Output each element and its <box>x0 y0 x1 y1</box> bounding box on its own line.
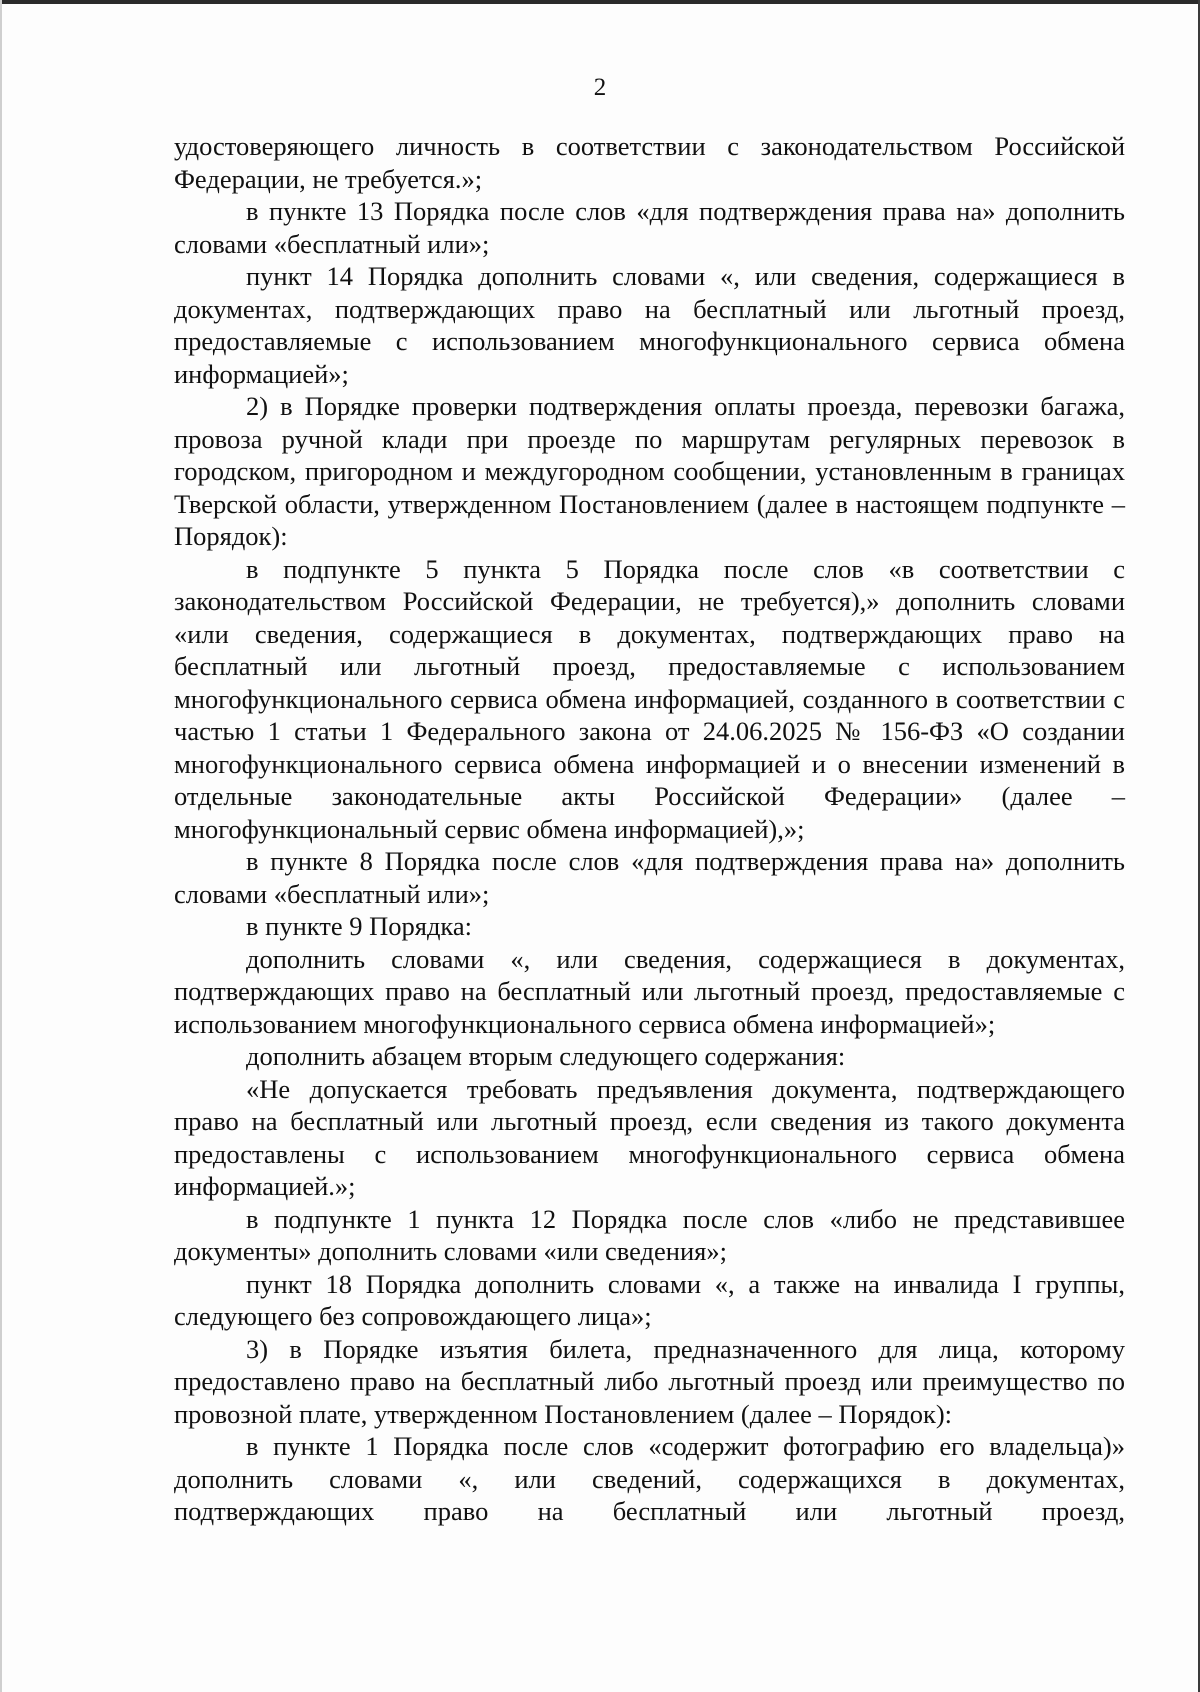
scan-edge-top <box>0 0 1200 4</box>
paragraph: пункт 14 Порядка дополнить словами «, или сведения, содержащиеся в документах, подтверждающих право на бесплатный или льготный проезд, предоставляемые с использованием многофункционального сервиса обмена информацией»; <box>174 261 1125 389</box>
paragraph: 3) в Порядке изъятия билета, предназначенного для лица, которому предоставлено право на бесплатный либо льготный проезд или преимущество по провозной плате, утвержденном Постановлением (далее – Порядок): <box>174 1333 1125 1429</box>
paragraph: дополнить абзацем вторым следующего содержания: <box>246 1041 846 1071</box>
paragraph: в подпункте 5 пункта 5 Порядка после слов «в соответствии с законодательством Российской Федерации, не требуется),» дополнить словами «или сведения, содержащиеся в документах, подтверждающих право на бесплатный или льготный проезд, предоставляемые с использованием многофункционального сервиса обмена информацией, созданного в соответствии с частью 1 статьи 1 Федерального закона от 24.06.2025 № 156-ФЗ «О создании многофункционального сервиса обмена информацией и о внесении изменений в отдельные законодательные акты Российской Федерации» (далее – многофункциональный сервис обмена информацией),»; <box>174 553 1125 844</box>
paragraph: 2) в Порядке проверки подтверждения оплаты проезда, перевозки багажа, провоза ручной клади при проезде по маршрутам регулярных перевозок в городском, пригородном и междугородном сообщении, установленным в границах Тверской области, утвержденном Постановлением (далее в настоящем подпункте – Порядок): <box>174 391 1125 551</box>
paragraph: «Не допускается требовать предъявления документа, подтверждающего право на бесплатный или льготный проезд, если сведения из такого документа предоставлены с использованием многофункционального сервиса обмена информацией.»; <box>174 1073 1125 1201</box>
paragraph: в пункте 1 Порядка после слов «содержит фотографию его владельца)» дополнить словами «, или сведений, содержащихся в документах, подтверждающих право на бесплатный или льготный проезд, <box>174 1431 1125 1526</box>
paragraph: в подпункте 1 пункта 12 Порядка после слов «либо не представившее документы» дополнить словами «или сведения»; <box>174 1203 1125 1266</box>
paragraph: в пункте 13 Порядка после слов «для подтверждения права на» дополнить словами «бесплатный или»; <box>174 196 1125 259</box>
document-body <box>174 130 1125 1528</box>
paragraph: в пункте 8 Порядка после слов «для подтверждения права на» дополнить словами «бесплатный или»; <box>174 846 1125 909</box>
paragraph: в пункте 9 Порядка: <box>246 911 473 941</box>
scan-edge-left <box>0 0 2 1692</box>
page-number: 2 <box>593 74 607 101</box>
paragraph-continuation: удостоверяющего личность в соответствии с законодательством Российской Федерации, не требуется.»; <box>174 131 1125 194</box>
paragraph: дополнить словами «, или сведения, содержащиеся в документах, подтверждающих право на бесплатный или льготный проезд, предоставляемые с использованием многофункционального сервиса обмена информацией»; <box>174 943 1125 1039</box>
paragraph: пункт 18 Порядка дополнить словами «, а также на инвалида I группы, следующего без сопровождающего лица»; <box>174 1268 1125 1331</box>
